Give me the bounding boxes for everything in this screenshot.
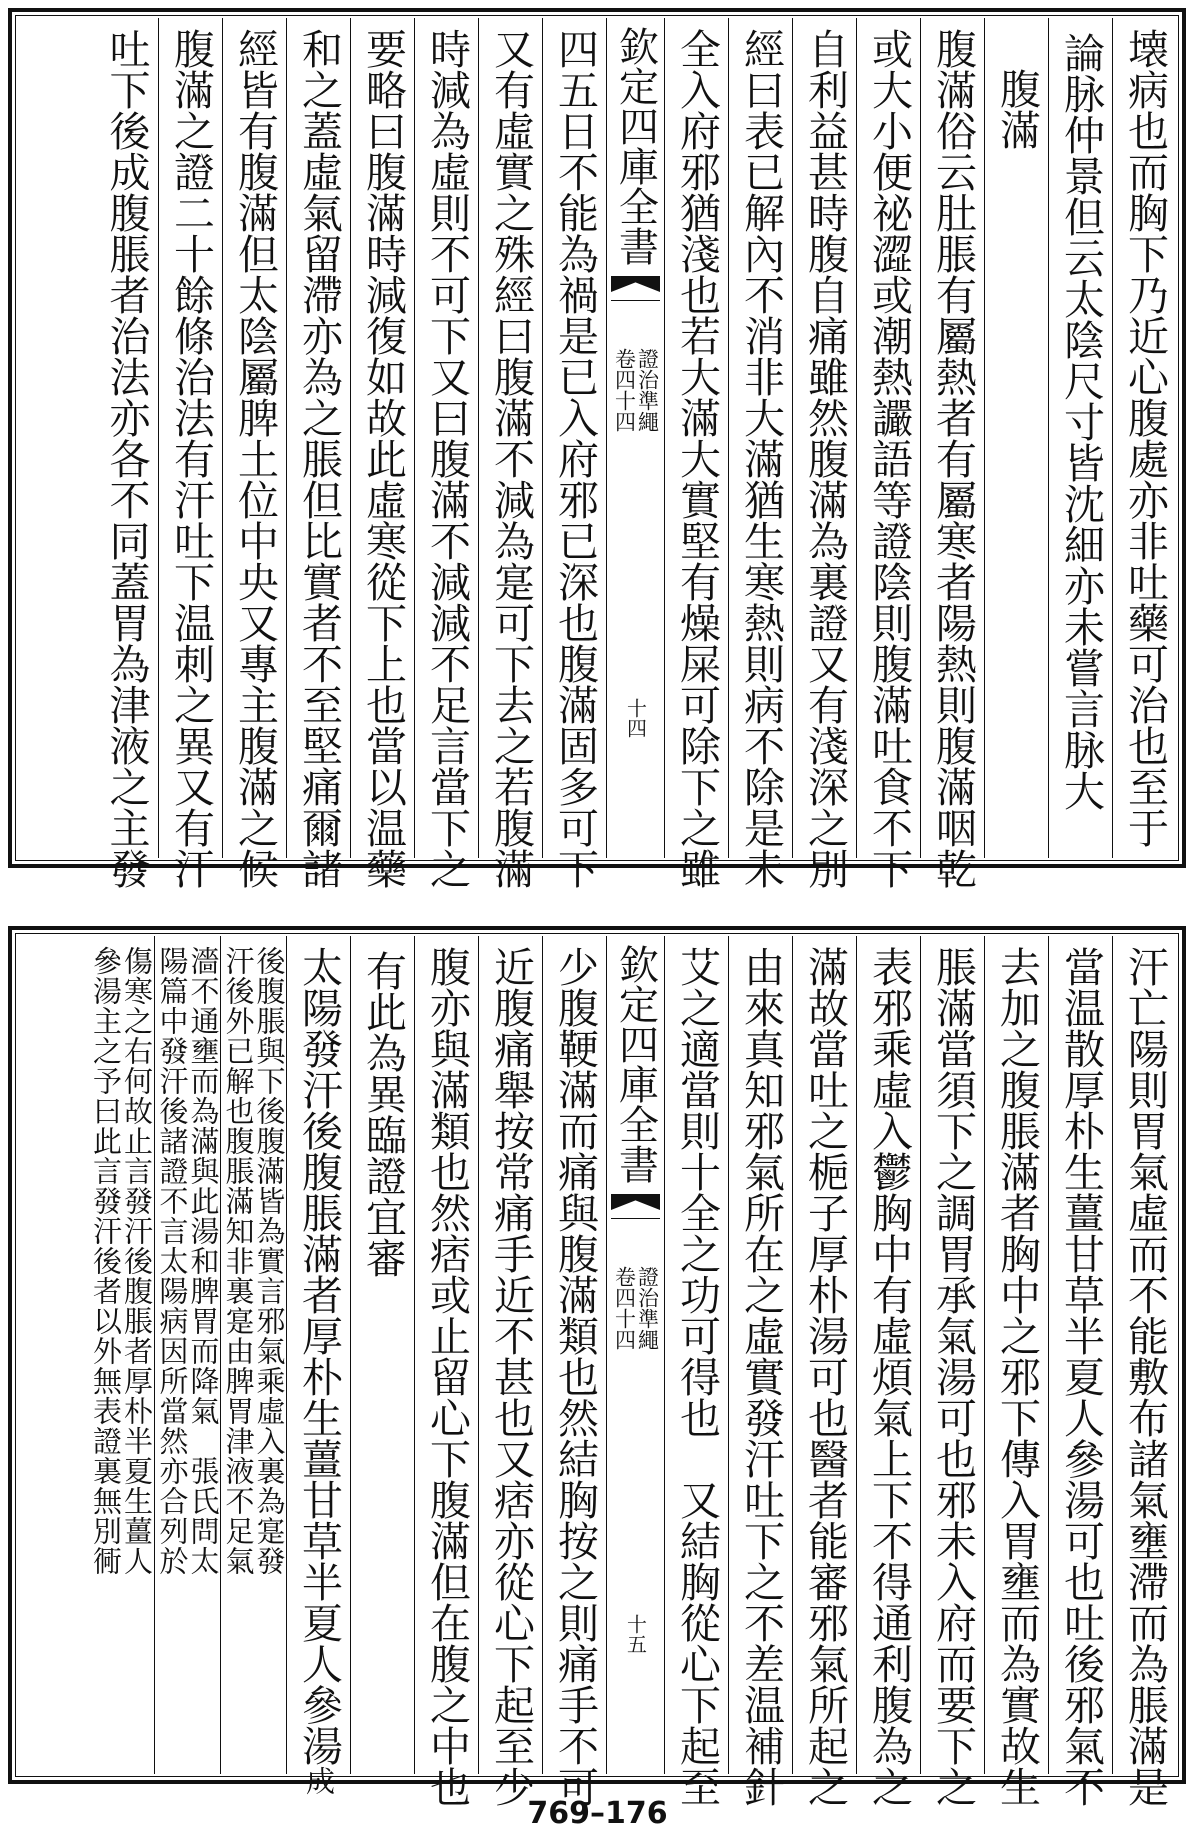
spine-volume: 卷四十四 xyxy=(612,1266,637,1350)
spine-page-number: 十四 xyxy=(623,698,648,738)
column-text: 汗亡陽則胃氣虛而不能敷布諸氣壅滯而為脹滿是 xyxy=(1121,946,1169,1807)
column-text: 吐下後成腹脹者治法亦各不同蓋胃為津液之主發 xyxy=(102,28,151,889)
text-column xyxy=(542,18,606,889)
spine-book-name: 證治準繩 xyxy=(635,1266,660,1350)
column-text: 論脉仲景但云太陰尺寸皆沈細亦未嘗言脉大 xyxy=(1057,32,1105,811)
page-footer-number: 769–176 xyxy=(527,1796,668,1831)
column-text: 少腹鞕滿而痛與腹滿類也然結胸按之則痛手不可 xyxy=(551,946,599,1807)
top-page xyxy=(8,8,1186,889)
column-text: 脹滿當須下之調胃承氣湯可也邪未入府而要下之 xyxy=(929,946,977,1807)
text-column xyxy=(1112,936,1176,1807)
column-text: 腹滿俗云肚脹有屬熱者有屬寒者陽熱則腹滿咽乾 xyxy=(929,28,977,889)
column-text: 四五日不能為禍是已入府邪已深也腹滿固多可下 xyxy=(551,28,599,889)
text-column xyxy=(94,18,158,889)
text-column xyxy=(286,18,350,889)
annotation-line: 傷寒之右何故止言發汗後腹脹者厚朴半夏生薑人 xyxy=(120,946,154,1576)
column-text: 經皆有腹滿但太陰屬脾土位中央又專主腹滿之候 xyxy=(231,28,279,889)
column-text: 要略曰腹滿時減復如故此虛寒從下上也當以温藥 xyxy=(359,28,407,889)
column-text: 壊病也而胸下乃近心腹處亦非吐藥可治也至于 xyxy=(1121,28,1169,848)
bottom-page xyxy=(8,926,1186,1807)
text-column xyxy=(984,936,1048,1807)
spine-page-number: 十五 xyxy=(623,1614,648,1654)
column-text: 全入府邪猶淺也若大滿大實堅有燥屎可除下之雖 xyxy=(673,28,721,889)
fish-tail-line xyxy=(611,1206,660,1219)
column-text: 艾之適當則十全之功可得也 又結胸從心下起至 xyxy=(673,946,721,1807)
center-spine xyxy=(606,936,664,1774)
text-column xyxy=(1048,936,1112,1807)
annotation-line: 參湯主之予曰此言發汗後者以外無表證裏無別衕 xyxy=(89,946,123,1576)
column-text: 腹滿之證二十餘條治法有汗吐下温刺之異又有汗 xyxy=(167,28,215,889)
text-column xyxy=(728,936,792,1807)
spine-volume: 卷四十四 xyxy=(612,348,637,432)
column-text: 太陽發汗後腹脹滿者厚朴生薑甘草半夏人參湯 xyxy=(295,946,343,1766)
fish-tail-line xyxy=(611,288,660,301)
section-heading-column xyxy=(984,18,1048,858)
column-text: 腹亦與滿類也然痞或止留心下腹滿但在腹之中也 xyxy=(423,946,471,1807)
text-column xyxy=(728,18,792,889)
text-column xyxy=(286,936,350,1796)
text-column xyxy=(856,936,920,1807)
column-text: 又有虛實之殊經曰腹滿不減為寔可下去之若腹滿 xyxy=(487,28,535,889)
annotation-column xyxy=(88,936,154,1774)
text-column xyxy=(1048,18,1112,858)
text-column xyxy=(792,18,856,889)
column-text: 由來真知邪氣所在之虛實發汗吐下之不差温補針 xyxy=(737,946,785,1807)
annotation-line: 汗後外已解也腹脹滿知非裏寔由脾胃津液不足氣 xyxy=(221,946,256,1576)
column-text: 有此為異臨證宜審 xyxy=(359,950,407,1278)
text-column xyxy=(856,18,920,889)
text-column xyxy=(1112,18,1176,858)
text-column xyxy=(222,18,286,889)
spine-title: 欽定四庫全書 xyxy=(612,944,659,1184)
text-column xyxy=(664,936,728,1807)
column-text: 時減為虛則不可下又曰腹滿不減減不足言當下之 xyxy=(423,28,471,889)
center-spine xyxy=(606,18,664,858)
column-text: 滿故當吐之梔子厚朴湯可也醫者能審邪氣所起之 xyxy=(801,946,849,1807)
annotation-column xyxy=(154,936,220,1774)
annotation-line: 陽篇中發汗後諸證不言太陽病因所當然亦合列於 xyxy=(155,946,190,1576)
text-column xyxy=(414,18,478,889)
column-text: 自利益甚時腹自痛雖然腹滿為裏證又有淺深之別 xyxy=(801,28,849,889)
text-column xyxy=(920,18,984,889)
text-column xyxy=(350,18,414,889)
text-column xyxy=(414,936,478,1807)
column-text: 和之蓋虛氣留滯亦為之脹但比實者不至堅痛爾諸 xyxy=(295,28,343,889)
text-column xyxy=(158,18,222,889)
column-text: 當温散厚朴生薑甘草半夏人參湯可也吐後邪氣不 xyxy=(1057,946,1105,1807)
text-column xyxy=(792,936,856,1807)
annotation-column xyxy=(220,936,286,1774)
column-text: 經曰表已解內不消非大滿猶生寒熱則病不除是未 xyxy=(737,28,785,889)
column-text: 或大小便祕澀或潮熱讝語等證陰則腹滿吐食不下 xyxy=(865,28,913,889)
text-column xyxy=(350,936,414,1774)
spine-book-name: 證治準繩 xyxy=(635,348,660,432)
section-heading: 腹滿 xyxy=(993,68,1041,150)
annotation-line: 濇不通壅而為滿與此湯和脾胃而降氣 張氏問太 xyxy=(186,946,221,1576)
text-column xyxy=(920,936,984,1807)
text-column xyxy=(478,18,542,889)
column-text: 去加之腹脹滿者胸中之邪下傳入胃壅而為實故生 xyxy=(993,946,1041,1807)
spine-title: 欽定四庫全書 xyxy=(612,26,659,266)
text-column xyxy=(478,936,542,1807)
small-note-char: 成 xyxy=(302,1766,336,1796)
column-text: 近腹痛舉按常痛手近不甚也又痞亦從心下起至少 xyxy=(487,946,535,1807)
text-column xyxy=(664,18,728,889)
annotation-line: 後腹脹與下後腹滿皆為實言邪氣乘虛入裏為寔發 xyxy=(252,946,287,1576)
column-text: 表邪乘虛入鬱胸中有虛煩氣上下不得通利腹為之 xyxy=(865,946,913,1807)
text-column xyxy=(542,936,606,1807)
